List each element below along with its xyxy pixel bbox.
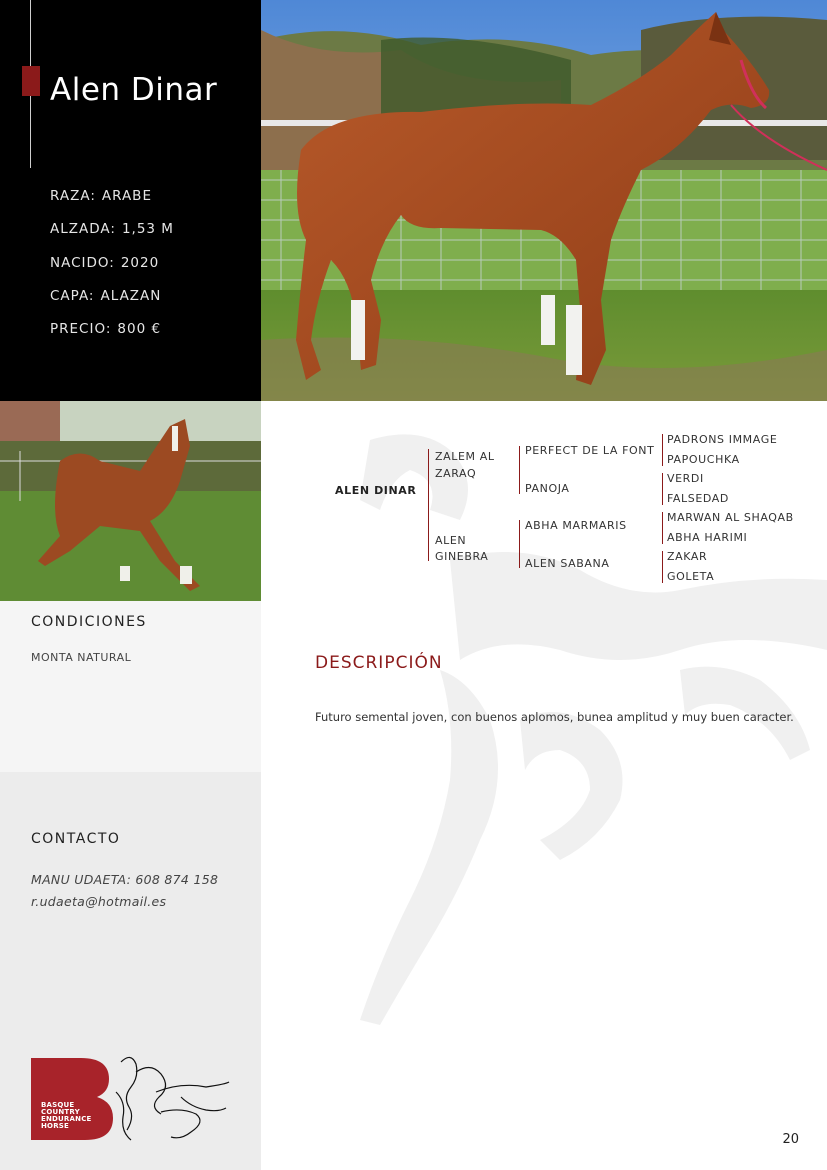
horse-name: Alen Dinar — [50, 72, 218, 108]
pedigree-bar-gen3 — [662, 473, 663, 505]
spec-value: 800 € — [117, 321, 162, 337]
spec-value: ALAZAN — [100, 288, 162, 304]
pedigree-great-grandparent: ZAKAR — [667, 550, 708, 563]
pedigree-great-grandparent: VERDI — [667, 472, 704, 485]
logo-text-line: ENDURANCE — [41, 1115, 92, 1123]
pedigree-root: ALEN DINAR — [335, 484, 417, 497]
pedigree-great-grandparent: PAPOUCHKA — [667, 453, 740, 466]
logo-text-line: BASQUE — [41, 1101, 75, 1109]
pedigree-grandparent: ALEN SABANA — [525, 557, 610, 570]
pedigree-sire-line2: ZARAQ — [435, 467, 477, 480]
pedigree-bar-gen2-bottom — [519, 520, 520, 568]
conditions-title: CONDICIONES — [31, 614, 147, 630]
description-text: Futuro semental joven, con buenos aplomos, bunea amplitud y muy buen caracter. — [315, 710, 794, 724]
logo-text-line: HORSE — [41, 1122, 70, 1130]
page-number: 20 — [782, 1132, 799, 1147]
spec-born — [50, 255, 159, 271]
pedigree-great-grandparent: PADRONS IMMAGE — [667, 433, 778, 446]
pedigree-sire-line1: ZALEM AL — [435, 450, 495, 463]
pedigree-grandparent: PANOJA — [525, 482, 570, 495]
logo-text-line: COUNTRY — [41, 1108, 80, 1116]
main-horse-photo — [261, 0, 827, 401]
pedigree-bar-gen2-top — [519, 446, 520, 494]
secondary-horse-photo — [0, 401, 261, 601]
accent-block — [22, 66, 40, 96]
contact-phone: MANU UDAETA: 608 874 158 — [31, 872, 219, 887]
pedigree-bar-gen3 — [662, 551, 663, 583]
spec-height — [50, 221, 174, 237]
pedigree-great-grandparent: FALSEDAD — [667, 492, 729, 505]
pedigree-grandparent: ABHA MARMARIS — [525, 519, 627, 532]
pedigree-great-grandparent: GOLETA — [667, 570, 715, 583]
spec-coat — [50, 288, 161, 304]
pedigree-great-grandparent: ABHA HARIMI — [667, 531, 748, 544]
pedigree-bar-gen3 — [662, 512, 663, 544]
pedigree-bar-gen1 — [428, 449, 429, 561]
conditions-text: MONTA NATURAL — [31, 651, 132, 664]
spec-value: 2020 — [120, 255, 160, 271]
pedigree-grandparent: PERFECT DE LA FONT — [525, 444, 655, 457]
description-title: DESCRIPCIÓN — [315, 653, 443, 673]
spec-price — [50, 321, 161, 337]
brand-logo — [31, 1052, 231, 1144]
spec-label: NACIDO: — [50, 255, 115, 271]
spec-breed — [50, 188, 152, 204]
spec-label: CAPA: — [50, 288, 95, 304]
spec-label: RAZA: — [50, 188, 96, 204]
pedigree-great-grandparent: MARWAN AL SHAQAB — [667, 511, 794, 524]
contact-email[interactable]: r.udaeta@hotmail.es — [31, 894, 167, 909]
pedigree-dam-line1: ALEN — [435, 534, 467, 547]
pedigree-dam-line2: GINEBRA — [435, 550, 489, 563]
spec-value: 1,53 M — [121, 221, 174, 237]
pedigree-bar-gen3 — [662, 434, 663, 466]
spec-label: PRECIO: — [50, 321, 112, 337]
contact-title: CONTACTO — [31, 831, 121, 847]
spec-label: ALZADA: — [50, 221, 116, 237]
spec-value: ARABE — [101, 188, 152, 204]
